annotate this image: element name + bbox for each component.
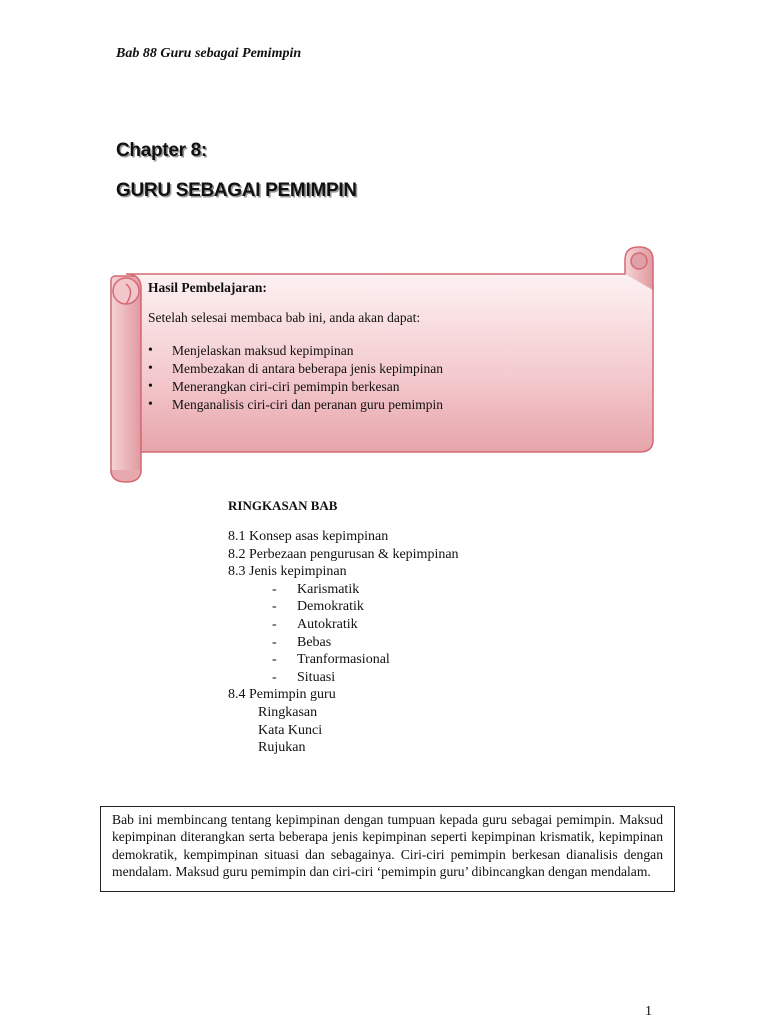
dash-marker: - [272, 599, 277, 615]
learning-outcome-item: • Membezakan di antara beberapa jenis kepimpinan [148, 360, 628, 378]
toc-subitem-label: Demokratik [297, 599, 364, 615]
toc-extra-item: Ringkasan [258, 704, 318, 720]
chapter-title: GURU SEBAGAI PEMIMPIN [116, 180, 357, 201]
chapter-label: Chapter 8: [116, 140, 207, 161]
toc-subitem [228, 669, 459, 687]
dash-marker: - [272, 581, 277, 597]
learning-outcomes-heading: Hasil Pembelajaran: [148, 280, 267, 295]
chapter-summary-heading: RINGKASAN BAB [228, 498, 338, 513]
toc-extra-item: Kata Kunci [258, 722, 323, 738]
learning-outcomes-list [148, 342, 628, 414]
toc-subitem [228, 634, 459, 652]
dash-marker: - [272, 616, 277, 632]
scroll-banner [0, 0, 768, 500]
toc-section: 8.2 Perbezaan pengurusan & kepimpinan [228, 546, 459, 562]
dash-marker: - [272, 669, 277, 685]
learning-outcome-item: • Menganalisis ciri-ciri dan peranan guru pemimpin [148, 396, 628, 414]
toc-subitem-label: Karismatik [297, 581, 360, 597]
toc-extra-item: Rujukan [258, 740, 306, 756]
toc-subitem-label: Tranformasional [297, 652, 390, 668]
toc-subitem-label: Situasi [297, 669, 336, 685]
toc-subitem [228, 651, 459, 669]
toc-subitem [228, 581, 459, 599]
toc-subitem [228, 598, 459, 616]
toc-subitem [228, 616, 459, 634]
dash-marker: - [272, 652, 277, 668]
toc-section: 8.1 Konsep asas kepimpinan [228, 529, 389, 544]
toc-subitem-label: Autokratik [297, 616, 358, 632]
page-number: 1 [645, 1004, 652, 1019]
toc-section: 8.3 Jenis kepimpinan [228, 564, 347, 580]
dash-marker: - [272, 634, 277, 650]
running-header: Bab 88 Guru sebagai Pemimpin [116, 46, 302, 61]
abstract-text: Bab ini membincang tentang kepimpinan dengan tumpuan kepada guru sebagai pemimpin. Maksud kepimpinan diterangkan serta beberapa jenis kepimpinan seperti kepimpinan krismatik, kepimpinan demokratik, kempimpinan situasi dan sebagainya. Ciri-ciri pemimpin berkesan dianalisis dengan mendalam. Maksud guru pemimpin dan ciri-ciri ‘pemimpin guru’ dibincangkan dengan mendalam. [112, 812, 663, 880]
learning-outcomes-panel [148, 280, 628, 414]
toc-section: 8.4 Pemimpin guru [228, 687, 336, 703]
learning-outcome-item: • Menjelaskan maksud kepimpinan [148, 342, 628, 360]
learning-outcomes-intro: Setelah selesai membaca bab ini, anda akan dapat: [148, 310, 421, 325]
toc-subitem-label: Bebas [297, 634, 332, 650]
chapter-summary [228, 498, 459, 757]
learning-outcome-item: • Menerangkan ciri-ciri pemimpin berkesan [148, 378, 628, 396]
abstract-box [100, 806, 675, 892]
